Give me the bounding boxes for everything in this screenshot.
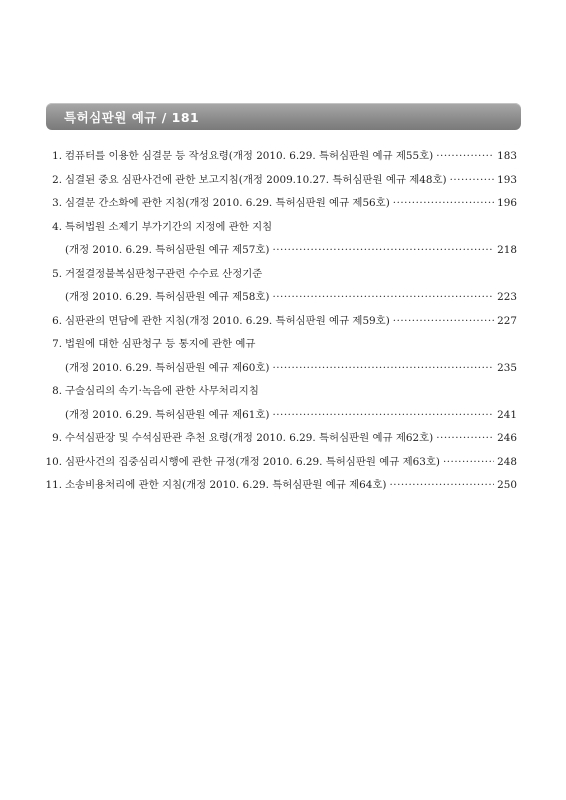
toc-entry[interactable] — [45, 474, 517, 498]
toc-entry[interactable] — [45, 380, 517, 404]
toc-entry-number: 9. — [52, 432, 62, 444]
toc-entry-number: 2. — [52, 173, 62, 186]
toc-entry[interactable] — [45, 286, 517, 310]
toc-entry[interactable] — [45, 145, 517, 169]
toc-entry-number: 6. — [52, 314, 62, 327]
toc-entry[interactable] — [45, 404, 517, 428]
toc-entry-page: 235 — [497, 361, 517, 374]
toc-entry-number: 11. — [45, 479, 62, 491]
dot-leader — [443, 451, 494, 475]
toc-entry-page: 218 — [497, 244, 517, 256]
toc-entry-page: 246 — [497, 432, 517, 444]
section-banner — [46, 103, 521, 130]
toc-entry-title: 심판사건의 집중심리시행에 관한 규정(개정 2010. 6.29. 특허심판원 예규 제63호) — [65, 455, 440, 468]
section-title: 특허심판원 예규 / 181 — [64, 110, 200, 125]
dot-leader — [436, 427, 494, 451]
toc-entry[interactable] — [45, 357, 517, 381]
toc-entry[interactable] — [45, 192, 517, 216]
toc-entry-number: 1. — [52, 150, 62, 162]
toc-entry[interactable] — [45, 451, 517, 475]
toc-entry-number: 10. — [45, 455, 62, 468]
toc-entry-page: 250 — [497, 479, 517, 491]
toc-entry[interactable] — [45, 333, 517, 357]
toc-entry-title: (개정 2010. 6.29. 특허심판원 예규 제61호) — [65, 408, 270, 421]
toc-entry-page: 183 — [497, 150, 517, 162]
toc-entry-number: 4. — [52, 220, 62, 233]
dot-leader — [436, 145, 494, 169]
toc-entry-page: 223 — [497, 291, 517, 303]
toc-entry-page: 241 — [497, 408, 517, 421]
toc-entry-title: 구술심리의 속기·녹음에 관한 사무처리지침 — [65, 385, 259, 397]
toc-entry[interactable] — [45, 169, 517, 193]
toc-entry-title: 특허법원 소제기 부가기간의 지정에 관한 지침 — [65, 220, 273, 233]
toc-entry-title: (개정 2010. 6.29. 특허심판원 예규 제58호) — [65, 291, 270, 303]
toc-entry[interactable] — [45, 310, 517, 334]
toc-entry-number: 7. — [52, 338, 62, 350]
toc-entry-page: 227 — [497, 314, 517, 327]
toc-entry-title: 컴퓨터를 이용한 심결문 등 작성요령(개정 2010. 6.29. 특허심판원 예규 제55호) — [65, 150, 434, 162]
toc-entry[interactable] — [45, 427, 517, 451]
toc-entry-title: 심결된 중요 심판사건에 관한 보고지침(개정 2009.10.27. 특허심판원 예규 제48호) — [65, 173, 447, 186]
dot-leader — [272, 286, 494, 310]
toc-entry[interactable] — [45, 263, 517, 287]
toc-entry-title: 거절결정불복심판청구관련 수수료 산정기준 — [65, 267, 263, 280]
dot-leader — [272, 239, 494, 263]
toc-entry-number: 8. — [52, 385, 62, 397]
dot-leader — [450, 169, 495, 193]
toc-entry-title: 심판관의 면담에 관한 지침(개정 2010. 6.29. 특허심판원 예규 제59호) — [65, 314, 390, 327]
toc-entry-title: 수석심판장 및 수석심판관 추천 요령(개정 2010. 6.29. 특허심판원 예규 제62호) — [65, 432, 434, 444]
dot-leader — [272, 404, 494, 428]
dot-leader — [272, 357, 494, 381]
toc-entry-title: (개정 2010. 6.29. 특허심판원 예규 제57호) — [65, 244, 270, 256]
dot-leader — [393, 192, 494, 216]
toc-entry-title: 소송비용처리에 관한 지침(개정 2010. 6.29. 특허심판원 예규 제64호) — [65, 479, 387, 491]
toc-entry-number: 3. — [52, 197, 62, 209]
dot-leader — [389, 474, 494, 498]
toc-entry-page: 248 — [497, 455, 517, 468]
toc-entry[interactable] — [45, 239, 517, 263]
toc-entry[interactable] — [45, 216, 517, 240]
dot-leader — [393, 310, 494, 334]
toc-entry-page: 193 — [497, 173, 517, 186]
toc-entry-number: 5. — [52, 267, 62, 280]
toc-entry-title: (개정 2010. 6.29. 특허심판원 예규 제60호) — [65, 361, 270, 374]
toc-entry-title: 심결문 간소화에 관한 지침(개정 2010. 6.29. 특허심판원 예규 제56호) — [65, 197, 390, 209]
toc-entry-title: 법원에 대한 심판청구 등 통지에 관한 예규 — [65, 338, 256, 350]
table-of-contents — [45, 145, 517, 498]
toc-entry-page: 196 — [497, 197, 517, 209]
